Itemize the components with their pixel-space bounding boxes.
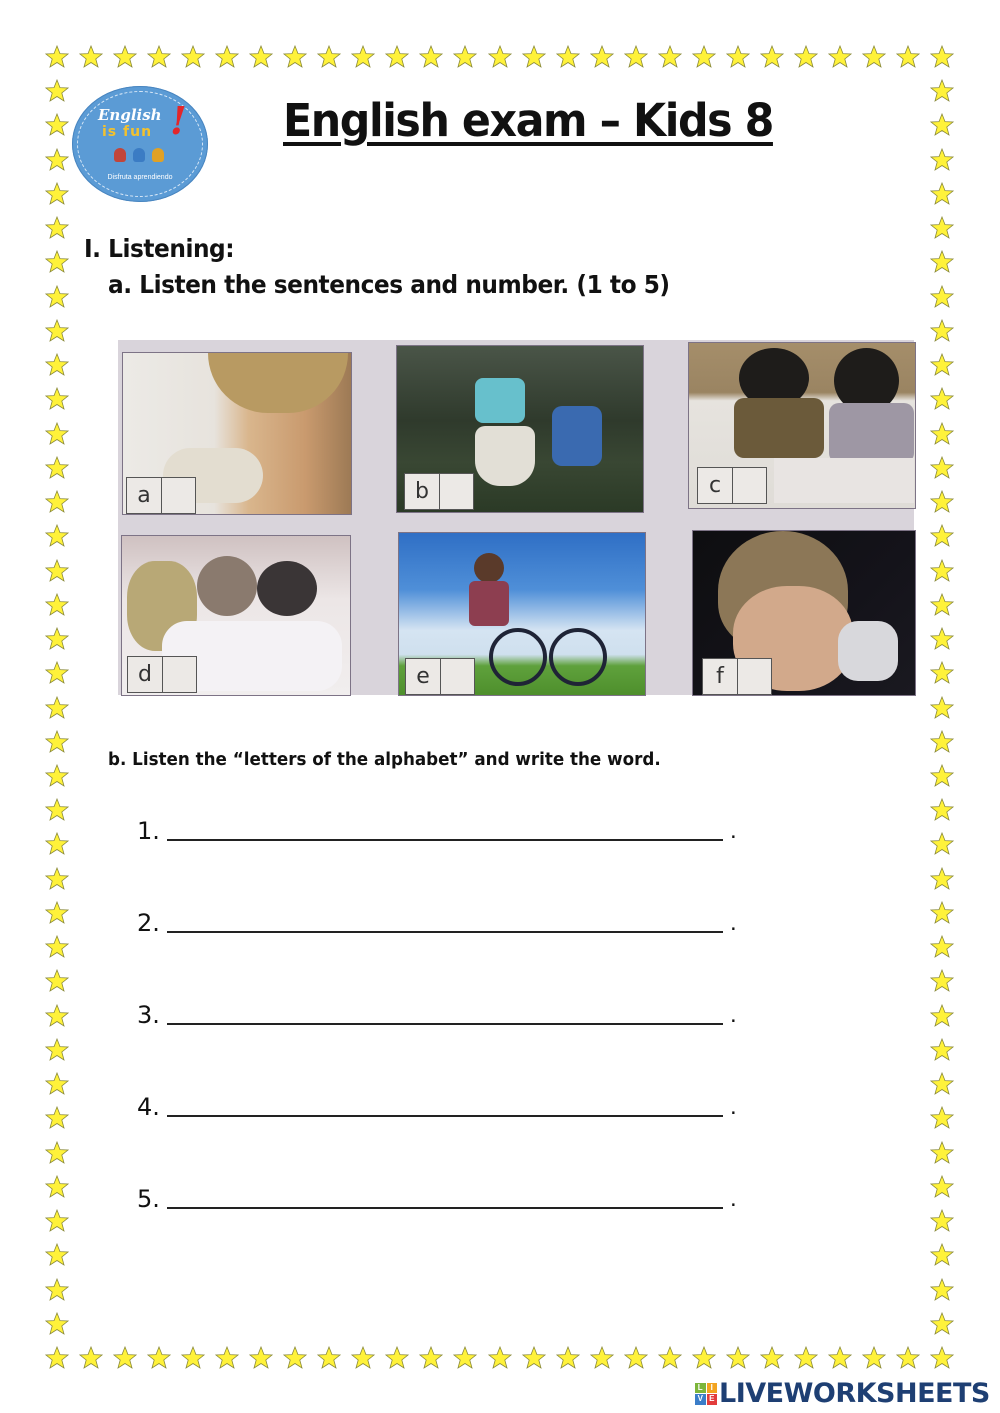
star-icon	[419, 1346, 443, 1369]
star-icon	[930, 387, 954, 410]
star-icon	[45, 1072, 69, 1095]
star-icon	[930, 456, 954, 479]
star-icon	[760, 1346, 784, 1369]
star-icon	[624, 1346, 648, 1369]
star-icon	[45, 559, 69, 582]
line-end-period: .	[730, 1001, 737, 1028]
star-icon	[45, 182, 69, 205]
star-icon	[658, 45, 682, 68]
star-icon	[45, 730, 69, 753]
star-icon	[45, 1141, 69, 1164]
logo-is-fun-text: is fun	[102, 124, 153, 140]
star-icon	[45, 661, 69, 684]
star-icon	[930, 1175, 954, 1198]
answer-line-5[interactable]	[137, 1183, 737, 1213]
live-tiles-icon: L I V E	[695, 1383, 717, 1405]
star-icon	[45, 250, 69, 273]
star-icon	[624, 45, 648, 68]
picture-a	[122, 352, 352, 515]
line-end-period: .	[730, 1093, 737, 1120]
answer-box-d[interactable]	[127, 656, 197, 693]
star-icon	[930, 764, 954, 787]
star-icon	[147, 1346, 171, 1369]
logo-tagline: Disfruta aprendiendo	[107, 174, 173, 181]
star-icon	[45, 764, 69, 787]
star-icon	[45, 696, 69, 719]
star-icon	[930, 901, 954, 924]
picture-panel	[118, 340, 914, 695]
picture-d	[121, 535, 351, 696]
star-icon	[45, 353, 69, 376]
star-icon	[45, 113, 69, 136]
star-icon	[249, 45, 273, 68]
star-icon	[930, 1106, 954, 1129]
star-icon	[488, 45, 512, 68]
star-icon	[930, 148, 954, 171]
line-number: 3.	[137, 1001, 160, 1029]
answer-input[interactable]	[441, 659, 474, 694]
answer-input[interactable]	[163, 657, 196, 692]
star-icon	[45, 1278, 69, 1301]
write-line[interactable]	[167, 931, 723, 933]
star-icon	[45, 456, 69, 479]
star-icon	[930, 490, 954, 513]
logo-kids-icon	[114, 148, 164, 162]
star-icon	[45, 79, 69, 102]
star-icon	[930, 661, 954, 684]
english-is-fun-logo	[72, 86, 208, 202]
star-icon	[45, 422, 69, 445]
line-end-period: .	[730, 1185, 737, 1212]
picture-letter: e	[406, 659, 441, 694]
star-icon	[181, 1346, 205, 1369]
star-icon	[45, 798, 69, 821]
star-icon	[45, 45, 69, 68]
star-icon	[249, 1346, 273, 1369]
write-line[interactable]	[167, 1115, 723, 1117]
star-icon	[930, 216, 954, 239]
star-icon	[930, 867, 954, 890]
star-icon	[930, 832, 954, 855]
star-icon	[215, 1346, 239, 1369]
star-icon	[45, 285, 69, 308]
star-icon	[930, 696, 954, 719]
star-icon	[794, 1346, 818, 1369]
answer-line-2[interactable]	[137, 907, 737, 937]
star-icon	[930, 250, 954, 273]
answer-input[interactable]	[738, 659, 771, 694]
picture-letter: b	[405, 474, 440, 509]
star-icon	[794, 45, 818, 68]
write-line[interactable]	[167, 1207, 723, 1209]
picture-letter: d	[128, 657, 163, 692]
star-icon	[453, 1346, 477, 1369]
star-icon	[488, 1346, 512, 1369]
star-icon	[930, 319, 954, 342]
star-icon	[45, 593, 69, 616]
part-b-instruction: b. Listen the “letters of the alphabet” and write the word.	[108, 749, 661, 770]
part-a-instruction: a. Listen the sentences and number. (1 to 5)	[108, 270, 670, 299]
star-icon	[862, 1346, 886, 1369]
line-end-period: .	[730, 817, 737, 844]
picture-letter: c	[698, 468, 733, 503]
picture-letter: a	[127, 478, 162, 513]
star-icon	[45, 1038, 69, 1061]
answer-box-e[interactable]	[405, 658, 475, 695]
star-icon	[726, 45, 750, 68]
star-icon	[215, 45, 239, 68]
star-icon	[930, 182, 954, 205]
star-icon	[45, 1175, 69, 1198]
star-icon	[930, 1312, 954, 1335]
star-icon	[896, 45, 920, 68]
star-icon	[45, 1243, 69, 1266]
star-icon	[590, 1346, 614, 1369]
star-icon	[590, 45, 614, 68]
star-icon	[79, 1346, 103, 1369]
star-icon	[522, 45, 546, 68]
star-icon	[930, 79, 954, 102]
star-icon	[726, 1346, 750, 1369]
star-icon	[828, 1346, 852, 1369]
line-number: 2.	[137, 909, 160, 937]
liveworksheets-wordmark: LIVEWORKSHEETS	[719, 1378, 990, 1409]
star-icon	[317, 45, 341, 68]
logo-exclamation: !	[170, 98, 187, 143]
answer-input[interactable]	[440, 474, 473, 509]
star-icon	[556, 1346, 580, 1369]
star-icon	[930, 1346, 954, 1369]
star-icon	[147, 45, 171, 68]
star-icon	[896, 1346, 920, 1369]
answer-input[interactable]	[162, 478, 195, 513]
star-icon	[45, 1004, 69, 1027]
star-icon	[862, 45, 886, 68]
star-icon	[760, 45, 784, 68]
answer-box-a[interactable]	[126, 477, 196, 514]
star-icon	[930, 1141, 954, 1164]
star-icon	[45, 148, 69, 171]
star-icon	[930, 353, 954, 376]
section-heading: I. Listening:	[84, 234, 235, 263]
write-line[interactable]	[167, 1023, 723, 1025]
answer-box-c[interactable]	[697, 467, 767, 504]
star-icon	[930, 593, 954, 616]
star-icon	[930, 969, 954, 992]
star-icon	[930, 1004, 954, 1027]
star-icon	[45, 1312, 69, 1335]
line-number: 4.	[137, 1093, 160, 1121]
star-icon	[45, 867, 69, 890]
star-icon	[351, 1346, 375, 1369]
star-icon	[556, 45, 580, 68]
star-icon	[45, 627, 69, 650]
star-icon	[658, 1346, 682, 1369]
answer-line-4[interactable]	[137, 1091, 737, 1121]
star-icon	[45, 935, 69, 958]
answer-input[interactable]	[733, 468, 766, 503]
star-icon	[45, 1106, 69, 1129]
picture-b	[396, 345, 644, 513]
answer-box-f[interactable]	[702, 658, 772, 695]
line-number: 1.	[137, 817, 160, 845]
line-end-period: .	[730, 909, 737, 936]
star-icon	[930, 798, 954, 821]
liveworksheets-logo	[695, 1378, 990, 1409]
star-icon	[930, 1209, 954, 1232]
star-icon	[317, 1346, 341, 1369]
write-line[interactable]	[167, 839, 723, 841]
star-icon	[45, 901, 69, 924]
star-icon	[113, 45, 137, 68]
line-number: 5.	[137, 1185, 160, 1213]
page-title: English exam – Kids 8	[283, 94, 773, 147]
star-icon	[930, 559, 954, 582]
star-icon	[930, 1243, 954, 1266]
star-icon	[45, 832, 69, 855]
star-icon	[453, 45, 477, 68]
star-icon	[45, 216, 69, 239]
star-icon	[385, 45, 409, 68]
star-icon	[930, 627, 954, 650]
star-icon	[45, 1346, 69, 1369]
star-icon	[181, 45, 205, 68]
answer-box-b[interactable]	[404, 473, 474, 510]
answer-line-3[interactable]	[137, 999, 737, 1029]
star-icon	[45, 387, 69, 410]
star-icon	[930, 1038, 954, 1061]
star-icon	[419, 45, 443, 68]
star-icon	[930, 730, 954, 753]
star-icon	[45, 490, 69, 513]
star-icon	[45, 524, 69, 547]
star-icon	[45, 1209, 69, 1232]
star-icon	[692, 1346, 716, 1369]
star-icon	[79, 45, 103, 68]
star-icon	[283, 1346, 307, 1369]
star-icon	[930, 113, 954, 136]
star-icon	[522, 1346, 546, 1369]
star-icon	[45, 319, 69, 342]
star-icon	[385, 1346, 409, 1369]
star-icon	[351, 45, 375, 68]
star-icon	[283, 45, 307, 68]
star-icon	[930, 285, 954, 308]
star-icon	[930, 1278, 954, 1301]
answer-line-1[interactable]	[137, 815, 737, 845]
star-icon	[930, 524, 954, 547]
star-icon	[930, 45, 954, 68]
picture-e	[398, 532, 646, 696]
star-icon	[113, 1346, 137, 1369]
star-icon	[930, 422, 954, 445]
picture-f	[692, 530, 916, 696]
picture-c	[688, 342, 916, 509]
star-icon	[828, 45, 852, 68]
star-icon	[45, 969, 69, 992]
picture-letter: f	[703, 659, 738, 694]
star-icon	[930, 935, 954, 958]
star-icon	[692, 45, 716, 68]
star-icon	[930, 1072, 954, 1095]
logo-english-text: English	[98, 106, 162, 124]
